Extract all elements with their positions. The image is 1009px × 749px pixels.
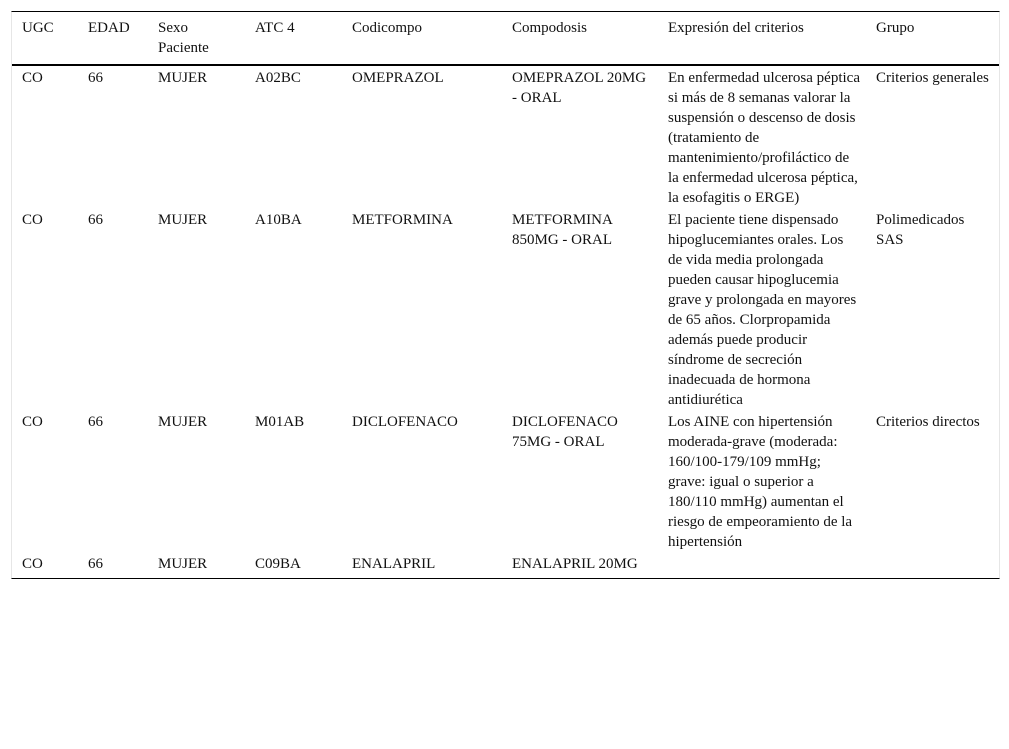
cell-edad: 66	[88, 70, 103, 86]
cell-expresion	[658, 553, 866, 578]
cell-codicompo: ENALAPRIL	[352, 556, 436, 572]
cell-ugc: CO	[22, 556, 43, 572]
cell-atc4: C09BA	[255, 556, 301, 572]
criteria-table	[12, 12, 999, 578]
header-atc4: ATC 4	[245, 12, 342, 65]
header-codicompo: Codicompo	[342, 12, 502, 65]
cell-grupo: Criterios directos	[876, 414, 980, 430]
header-row	[12, 12, 999, 65]
cell-expresion: El paciente tiene dispensado hipoglucemiantes orales. Los de vida media prolongada pueden causar hipoglucemia grave y prolongada en mayores de 65 años. Clorpropamida además puede producir síndrome de secreción inadecuada de hormona antidiurética	[668, 212, 857, 408]
cell-edad: 66	[88, 556, 103, 572]
cell-codicompo: DICLOFENACO	[352, 414, 458, 430]
cell-grupo	[866, 553, 999, 578]
cell-sexo: MUJER	[158, 212, 208, 228]
cell-sexo: MUJER	[158, 414, 208, 430]
cell-atc4: M01AB	[255, 414, 305, 430]
cell-ugc: CO	[22, 70, 43, 86]
header-sexo-paciente: Sexo Paciente	[148, 12, 245, 65]
cell-edad: 66	[88, 212, 103, 228]
cell-grupo: Polimedicados SAS	[876, 212, 965, 248]
cell-codicompo: METFORMINA	[352, 212, 453, 228]
cell-atc4: A02BC	[255, 70, 301, 86]
cell-ugc: CO	[22, 212, 43, 228]
cell-compodosis: DICLOFENACO 75MG - ORAL	[512, 414, 618, 450]
header-ugc: UGC	[12, 12, 78, 65]
cell-compodosis: METFORMINA 850MG - ORAL	[512, 212, 613, 248]
header-edad: EDAD	[78, 12, 148, 65]
cell-expresion: Los AINE con hipertensión moderada-grave (moderada: 160/100-179/109 mmHg; grave: igual o superior a 180/110 mmHg) aumentan el riesgo de empeoramiento de la hipertensión	[668, 414, 853, 550]
table-row	[12, 209, 999, 411]
table-row	[12, 65, 999, 209]
table-header	[12, 12, 999, 65]
cell-expresion: En enfermedad ulcerosa péptica si más de 8 semanas valorar la suspensión o descenso de dosis (tratamiento de mantenimiento/profiláctico de la enfermedad ulcerosa péptica, la esofagitis o ERGE)	[668, 70, 860, 206]
header-grupo: Grupo	[866, 12, 999, 65]
table-row	[12, 411, 999, 553]
cell-edad: 66	[88, 414, 103, 430]
cell-atc4: A10BA	[255, 212, 302, 228]
table-row	[12, 553, 999, 578]
header-compodosis: Compodosis	[502, 12, 658, 65]
cell-compodosis: ENALAPRIL 20MG	[512, 556, 638, 572]
header-expresion: Expresión del criterios	[658, 12, 866, 65]
cell-grupo: Criterios generales	[876, 70, 989, 86]
table-body	[12, 65, 999, 578]
cell-sexo: MUJER	[158, 556, 208, 572]
cell-sexo: MUJER	[158, 70, 208, 86]
cell-compodosis: OMEPRAZOL 20MG - ORAL	[512, 70, 647, 106]
cell-ugc: CO	[22, 414, 43, 430]
criteria-table-container	[11, 11, 1000, 579]
cell-codicompo: OMEPRAZOL	[352, 70, 444, 86]
